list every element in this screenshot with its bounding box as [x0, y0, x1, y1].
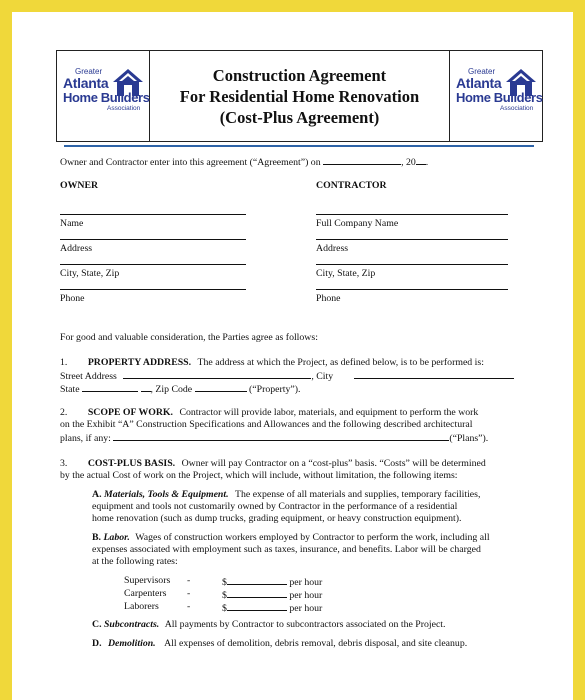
section-2-number: 2.	[60, 407, 68, 418]
carpenters-rate-field[interactable]	[227, 588, 287, 598]
section-3-line-1	[60, 458, 486, 470]
item-b-text-1: Wages of construction workers employed by Contractor to perform the work, including all	[135, 532, 490, 543]
title-line-1: Construction Agreement	[212, 65, 387, 85]
item-d-label: D.	[92, 638, 102, 649]
owner-city-line[interactable]	[60, 264, 246, 265]
contractor-city-line[interactable]	[316, 264, 508, 265]
item-b-line-3: at the following rates:	[92, 556, 178, 567]
street-label: Street Address	[60, 371, 117, 382]
owner-name-label: Name	[60, 218, 84, 229]
contractor-phone-line[interactable]	[316, 289, 508, 290]
item-c-text: All payments by Contractor to subcontractors associated on the Project.	[164, 619, 446, 630]
state-field[interactable]	[82, 382, 138, 392]
rate-dash: -	[187, 588, 191, 599]
rate-row-supervisors	[222, 575, 322, 589]
plans-field[interactable]	[113, 431, 449, 441]
item-a-line-1	[92, 489, 480, 501]
section-2-line-1	[60, 407, 478, 419]
rate-unit: per hour	[289, 590, 323, 601]
association-logo	[61, 67, 150, 123]
rate-unit: per hour	[289, 577, 323, 588]
section-1-title: PROPERTY ADDRESS.	[87, 357, 192, 368]
rate-role-carpenters: Carpenters	[124, 588, 167, 599]
owner-address-label: Address	[60, 243, 93, 254]
section-2-line-3	[60, 431, 488, 445]
logo-greater: Greater	[75, 67, 103, 76]
item-a-label: A.	[92, 489, 102, 500]
contractor-city-label: City, State, Zip	[316, 268, 376, 279]
rate-role-laborers: Laborers	[124, 601, 159, 612]
section-2-title: SCOPE OF WORK.	[87, 407, 173, 418]
header-box	[56, 50, 543, 142]
rate-unit: per hour	[289, 603, 323, 614]
contractor-address-label: Address	[316, 243, 349, 254]
item-c-line	[92, 619, 445, 631]
title-line-2: For Residential Home Renovation	[179, 86, 420, 106]
logo-association: Association	[500, 105, 534, 112]
contractor-name-label: Full Company Name	[316, 218, 399, 229]
section-3-line-2: by the actual Cost of work on the Project, which will include, without limitation, the following items:	[60, 470, 458, 481]
state-field-ext[interactable]	[141, 382, 151, 392]
item-c-label: C.	[92, 619, 102, 630]
logo-cell-right	[449, 51, 542, 141]
zip-field[interactable]	[195, 382, 247, 392]
currency-symbol: $	[222, 603, 227, 614]
rate-role-supervisors: Supervisors	[124, 575, 171, 586]
consideration-text: For good and valuable consideration, the Parties agree as follows:	[60, 332, 318, 343]
section-2-text-1: Contractor will provide labor, materials, and equipment to perform the work	[179, 407, 479, 418]
item-b-label: B.	[92, 532, 101, 543]
supervisors-rate-field[interactable]	[227, 575, 287, 585]
item-b-line-2: expenses associated with employment such as taxes, insurance, and benefits. Labor will be charged	[92, 544, 481, 555]
owner-phone-line[interactable]	[60, 289, 246, 290]
property-label: (“Property”).	[249, 384, 301, 395]
intro-year-suffix: .	[425, 157, 429, 168]
section-3-text-1: Owner will pay Contractor on a “cost-plus” basis. “Costs” will be determined	[181, 458, 486, 469]
item-a-title: Materials, Tools & Equipment.	[103, 489, 229, 500]
state-label: State	[60, 384, 80, 395]
contractor-name-line[interactable]	[316, 214, 508, 215]
owner-city-label: City, State, Zip	[60, 268, 120, 279]
logo-greater: Greater	[468, 67, 496, 76]
rate-row-laborers	[222, 601, 322, 615]
logo-atlanta: Atlanta	[456, 75, 502, 91]
contractor-heading: CONTRACTOR	[316, 180, 387, 191]
document-page	[12, 12, 573, 700]
item-d-line	[92, 638, 467, 650]
section-1-line-1	[60, 357, 484, 369]
section-1-text: The address at which the Project, as defined below, is to be performed is:	[197, 357, 484, 368]
owner-phone-label: Phone	[60, 293, 85, 304]
item-c-title: Subcontracts.	[103, 619, 160, 630]
intro-year-prefix: , 20	[401, 157, 416, 168]
rate-dash: -	[187, 601, 191, 612]
contractor-address-line[interactable]	[316, 239, 508, 240]
section-1-line-3	[60, 382, 300, 396]
rate-dash: -	[187, 575, 191, 586]
item-a-text-1: The expense of all materials and supplies, temporary facilities,	[235, 489, 481, 500]
section-3-number: 3.	[60, 458, 68, 469]
item-a-line-3: home renovation (such as dump trucks, grading equipment, or heavy construction equipment).	[92, 513, 462, 524]
laborers-rate-field[interactable]	[227, 601, 287, 611]
item-b-title: Labor.	[103, 532, 130, 543]
contractor-phone-label: Phone	[316, 293, 341, 304]
association-logo	[454, 67, 543, 123]
section-2-text-3: plans, if any:	[60, 433, 111, 444]
logo-home-builders: Home Builders	[456, 90, 543, 105]
logo-association: Association	[107, 105, 141, 112]
section-1-number: 1.	[60, 357, 68, 368]
city-label: , City	[311, 371, 334, 382]
section-1-line-2	[60, 369, 514, 383]
owner-address-line[interactable]	[60, 239, 246, 240]
agreement-date-field[interactable]	[323, 155, 401, 165]
logo-atlanta: Atlanta	[63, 75, 109, 91]
owner-heading: OWNER	[60, 180, 99, 191]
section-2-line-2: on the Exhibit “A” Construction Specifications and Allowances and the following described architectural	[60, 419, 473, 430]
zip-label: , Zip Code	[150, 384, 193, 395]
title-line-3: (Cost-Plus Agreement)	[219, 107, 380, 127]
logo-home-builders: Home Builders	[63, 90, 150, 105]
currency-symbol: $	[222, 577, 227, 588]
currency-symbol: $	[222, 590, 227, 601]
item-d-title: Demolition.	[107, 638, 156, 649]
item-a-line-2: equipment and tools not customarily owned by Contractor in the performance of a residential	[92, 501, 458, 512]
document-title	[150, 51, 449, 141]
plans-label: (“Plans”).	[449, 433, 489, 444]
section-3-title: COST-PLUS BASIS.	[87, 458, 176, 469]
item-b-line-1	[92, 532, 490, 544]
intro-text: Owner and Contractor enter into this agreement (“Agreement”) on	[60, 157, 321, 168]
header-rule	[64, 145, 534, 147]
owner-name-line[interactable]	[60, 214, 246, 215]
rate-row-carpenters	[222, 588, 322, 602]
agreement-year-field[interactable]	[416, 155, 426, 165]
city-field[interactable]	[354, 369, 514, 379]
logo-cell-left	[57, 51, 150, 141]
item-d-text: All expenses of demolition, debris removal, debris disposal, and site cleanup.	[164, 638, 468, 649]
street-field[interactable]	[123, 369, 311, 379]
intro-line	[60, 155, 428, 169]
